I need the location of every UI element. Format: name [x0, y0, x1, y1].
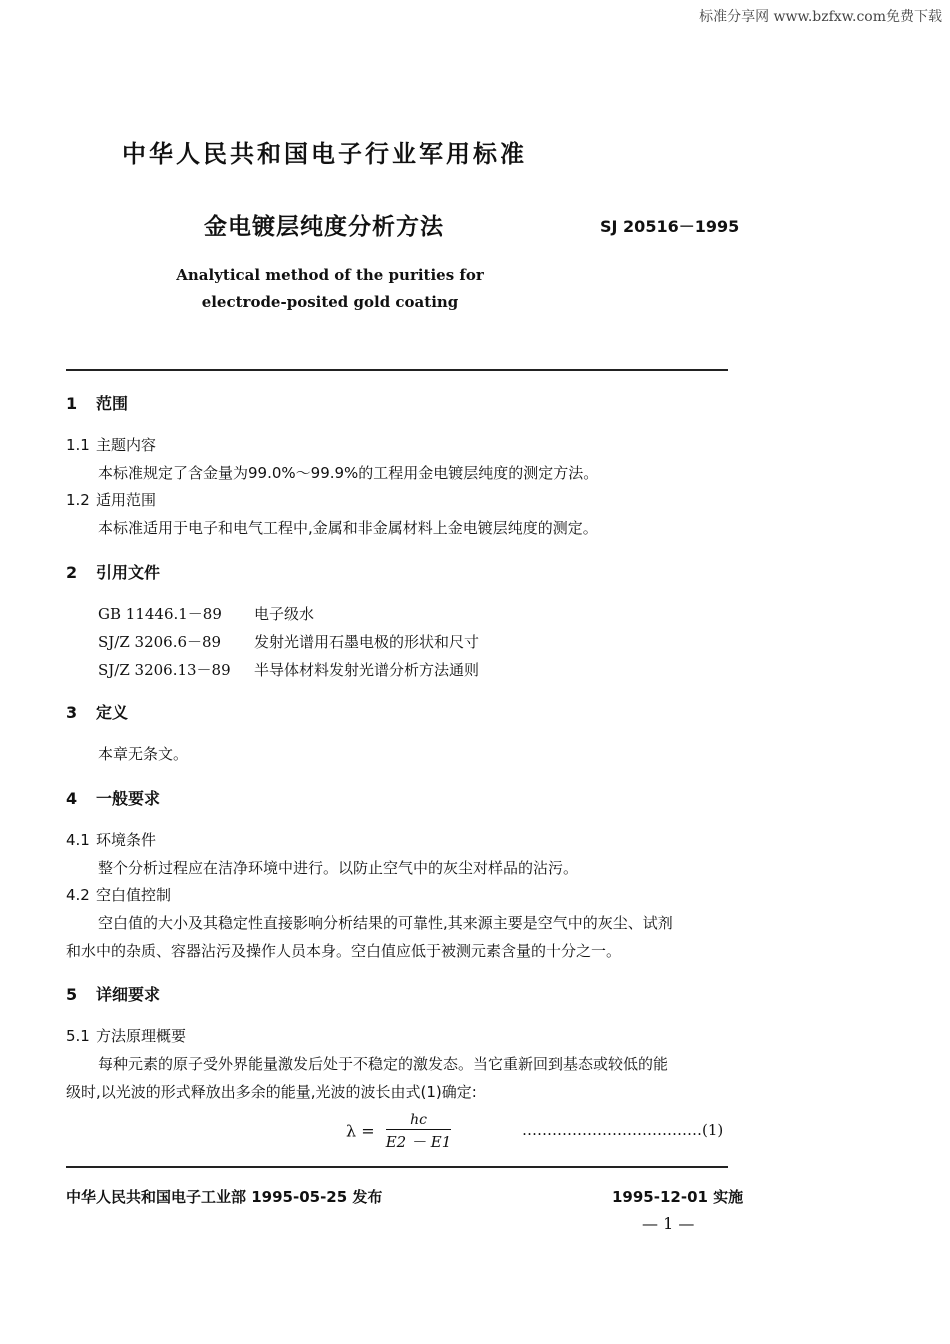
- footer-rule: [66, 1166, 728, 1168]
- section-title: 范围: [96, 394, 129, 413]
- issuer-line: 中华人民共和国电子工业部 1995-05-25 发布: [66, 1188, 383, 1206]
- section-1-heading: [66, 391, 128, 414]
- reference-item: [98, 659, 479, 680]
- formula-number: ………………………………(1): [522, 1121, 724, 1139]
- doc-title: 金电镀层纯度分析方法: [204, 214, 444, 240]
- watermark: 标准分享网 www.bzfxw.com免费下载: [699, 9, 942, 25]
- section-number: 4.1: [66, 831, 90, 849]
- section-3-text: 本章无条文。: [98, 745, 189, 763]
- section-4-heading: [66, 786, 160, 809]
- reference-code: SJ/Z 3206.6－89: [98, 633, 222, 651]
- formula-fraction: [386, 1112, 452, 1152]
- section-title: 主题内容: [96, 436, 157, 454]
- section-4-2-heading: [66, 884, 171, 905]
- section-number: 2: [66, 563, 78, 582]
- section-title: 引用文件: [96, 563, 161, 582]
- section-title: 方法原理概要: [96, 1027, 187, 1045]
- header-rule: [66, 369, 728, 371]
- effective-date: 1995-12-01 实施: [612, 1188, 744, 1206]
- reference-item: [98, 603, 314, 624]
- section-5-heading: [66, 982, 160, 1005]
- org-title: 中华人民共和国电子行业军用标准: [122, 140, 527, 168]
- reference-name: 电子级水: [254, 605, 315, 623]
- section-1-1-heading: [66, 434, 156, 455]
- formula-denominator: E2 － E1: [385, 1133, 452, 1151]
- section-title: 定义: [96, 703, 129, 722]
- reference-item: [98, 631, 479, 652]
- section-1-1-text: 本标准规定了含金量为99.0%～99.9%的工程用金电镀层纯度的测定方法。: [98, 464, 599, 482]
- formula: [346, 1112, 451, 1152]
- reference-code: GB 11446.1－89: [98, 605, 222, 623]
- standard-code: SJ 20516－1995: [600, 217, 740, 236]
- section-title: 空白值控制: [96, 886, 172, 904]
- section-number: 5.1: [66, 1027, 90, 1045]
- section-4-2-text-line-1: 空白值的大小及其稳定性直接影响分析结果的可靠性,其来源主要是空气中的灰尘、试剂: [98, 914, 673, 932]
- section-5-1-text-line-2: 级时,以光波的形式释放出多余的能量,光波的波长由式(1)确定:: [66, 1083, 477, 1101]
- formula-lhs: λ =: [346, 1121, 375, 1141]
- section-5-1-text-line-1: 每种元素的原子受外界能量激发后处于不稳定的激发态。当它重新回到基态或较低的能: [98, 1055, 669, 1073]
- section-4-2-text-line-2: 和水中的杂质、容器沾污及操作人员本身。空白值应低于被测元素含量的十分之一。: [66, 942, 622, 960]
- section-4-1-heading: [66, 829, 156, 850]
- formula-numerator: hc: [386, 1112, 452, 1130]
- reference-name: 半导体材料发射光谱分析方法通则: [254, 661, 480, 679]
- section-number: 3: [66, 703, 78, 722]
- section-1-2-text: 本标准适用于电子和电气工程中,金属和非金属材料上金电镀层纯度的测定。: [98, 519, 598, 537]
- section-number: 5: [66, 985, 78, 1004]
- section-1-2-heading: [66, 489, 156, 510]
- section-number: 4.2: [66, 886, 90, 904]
- section-3-heading: [66, 700, 128, 723]
- section-5-1-heading: [66, 1025, 186, 1046]
- section-number: 1.2: [66, 491, 90, 509]
- reference-code: SJ/Z 3206.13－89: [98, 661, 231, 679]
- section-number: 1.1: [66, 436, 90, 454]
- section-title: 一般要求: [96, 789, 161, 808]
- reference-name: 发射光谱用石墨电极的形状和尺寸: [254, 633, 480, 651]
- section-4-1-text: 整个分析过程应在洁净环境中进行。以防止空气中的灰尘对样品的沾污。: [98, 859, 579, 877]
- section-title: 环境条件: [96, 831, 157, 849]
- section-number: 4: [66, 789, 78, 808]
- section-title: 详细要求: [96, 985, 161, 1004]
- page-number: — 1 —: [642, 1214, 695, 1233]
- section-number: 1: [66, 394, 78, 413]
- english-title: Analytical method of the purities for electrode-posited gold coating: [176, 266, 484, 311]
- section-title: 适用范围: [96, 491, 157, 509]
- section-2-heading: [66, 560, 160, 583]
